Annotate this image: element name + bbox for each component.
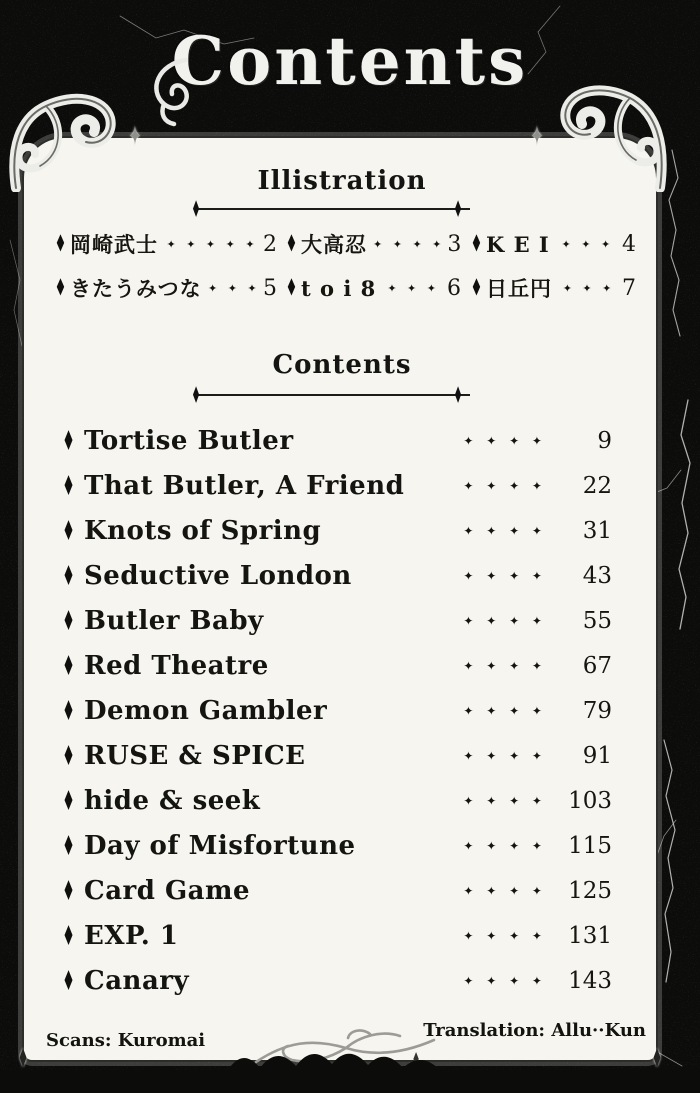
toc-row	[58, 463, 640, 508]
page-number: 2	[263, 231, 277, 257]
illustration-credit	[52, 273, 277, 303]
page-number: 91	[582, 742, 612, 769]
bullet-diamond-icon: ♦	[62, 739, 75, 772]
bullet-diamond-icon: ♦	[470, 274, 483, 302]
translation-credit: Translation: Allu··Kun	[423, 1020, 646, 1041]
bullet-diamond-icon: ♦	[62, 604, 75, 637]
bullet-diamond-icon: ♦	[285, 274, 298, 302]
chapter-title: Seductive London	[84, 560, 352, 591]
contents-divider: ♦ ♦	[196, 394, 470, 396]
chapter-title: Butler Baby	[84, 605, 264, 636]
bullet-diamond-icon: ♦	[54, 230, 67, 258]
illustration-row	[52, 266, 636, 310]
bullet-diamond-icon: ♦	[62, 874, 75, 907]
leader-dots: ✦ ✦ ✦ ✦	[463, 793, 542, 808]
content-panel	[22, 136, 658, 1062]
artist-name: 岡崎武士	[70, 233, 159, 257]
page-number: 43	[582, 562, 612, 589]
bullet-diamond-icon: ♦	[62, 469, 75, 502]
bullet-diamond-icon: ♦	[62, 649, 75, 682]
leader-dots: ✦ ✦ ✦ ✦	[463, 433, 542, 448]
toc-row	[58, 508, 640, 553]
toc-row	[58, 598, 640, 643]
page-number: 3	[447, 231, 462, 257]
artist-name: きたうみつな	[70, 277, 202, 301]
toc-row	[58, 688, 640, 733]
leader-dots: ✦ ✦ ✦ ✦	[463, 658, 542, 673]
illustration-credit	[468, 273, 636, 303]
bullet-diamond-icon: ♦	[62, 964, 75, 997]
toc-row	[58, 643, 640, 688]
illustration-credit	[52, 229, 277, 259]
bullet-diamond-icon: ♦	[285, 230, 298, 258]
bullet-diamond-icon: ♦	[62, 829, 75, 862]
leader-dots: ✦ ✦ ✦ ✦	[463, 613, 542, 628]
leader-dots: ✦ ✦ ✦ ✦	[373, 237, 442, 251]
toc-row	[58, 418, 640, 463]
illustration-credit	[468, 232, 636, 257]
bullet-diamond-icon: ♦	[62, 559, 75, 592]
page-number: 7	[622, 275, 636, 301]
leader-dots: ✦ ✦ ✦	[207, 281, 257, 295]
chapter-title: That Butler, A Friend	[84, 470, 405, 501]
bullet-diamond-icon: ♦	[54, 274, 67, 302]
chapter-title: Day of Misfortune	[84, 830, 356, 861]
bullet-diamond-icon: ♦	[62, 919, 75, 952]
chapter-title: hide & seek	[84, 785, 261, 816]
artist-name: K E I	[486, 231, 550, 257]
frame-diamond-icon: ✦	[531, 121, 543, 153]
bullet-diamond-icon: ♦	[62, 424, 75, 457]
leader-dots: ✦ ✦ ✦ ✦	[463, 838, 542, 853]
frame-corner-diamond-icon: ♦	[17, 1042, 29, 1074]
toc-row	[58, 778, 640, 823]
page-number: 131	[568, 922, 612, 949]
leader-dots: ✦ ✦ ✦ ✦	[463, 478, 542, 493]
page-number: 6	[447, 275, 461, 301]
page-number: 115	[568, 832, 612, 859]
chapter-title: Card Game	[84, 875, 251, 906]
page-number: 31	[582, 517, 612, 544]
contents-list	[58, 418, 640, 1003]
frame-diamond-icon: ✦	[129, 121, 141, 153]
page-number: 4	[622, 231, 636, 257]
toc-row	[58, 733, 640, 778]
illustration-credits	[52, 222, 636, 310]
chapter-title: Demon Gambler	[84, 695, 328, 726]
leader-dots: ✦ ✦ ✦ ✦	[463, 523, 542, 538]
page-number: 143	[568, 967, 612, 994]
chapter-title: Knots of Spring	[84, 515, 322, 546]
chapter-title: Canary	[84, 965, 190, 996]
page-number: 55	[582, 607, 612, 634]
page-number: 9	[597, 427, 612, 454]
page-number: 22	[582, 472, 612, 499]
corner-flourish-right-icon	[548, 68, 670, 192]
title-swash-flourish-icon	[140, 52, 198, 128]
leader-dots: ✦ ✦ ✦	[562, 281, 612, 295]
illustration-divider: ♦ ♦	[196, 208, 470, 210]
page-number: 67	[582, 652, 612, 679]
toc-row	[58, 913, 640, 958]
artist-name: 日丘円	[486, 277, 553, 301]
page-title: Contents	[171, 22, 529, 100]
leader-dots: ✦ ✦ ✦	[387, 281, 436, 295]
bullet-diamond-icon: ♦	[62, 514, 75, 547]
artist-name: t o i 8	[301, 275, 377, 301]
bullet-diamond-icon: ♦	[62, 784, 75, 817]
bullet-diamond-icon: ♦	[470, 230, 483, 258]
page-number: 125	[568, 877, 612, 904]
page-number: 103	[568, 787, 612, 814]
illustration-credit	[283, 276, 461, 301]
artist-name: 大高忍	[301, 233, 368, 257]
contents-heading: Contents	[272, 350, 412, 380]
illustration-row	[52, 222, 636, 266]
frame-corner-diamond-icon: ♦	[651, 1042, 663, 1074]
toc-row	[58, 958, 640, 1003]
bullet-diamond-icon: ♦	[62, 694, 75, 727]
illustration-heading: Illistration	[257, 166, 427, 196]
toc-row	[58, 553, 640, 598]
corner-flourish-left-icon	[6, 80, 128, 192]
page-number: 79	[582, 697, 612, 724]
scalloped-bottom-border	[0, 1043, 700, 1093]
leader-dots: ✦ ✦ ✦ ✦	[463, 748, 542, 763]
leader-dots: ✦ ✦ ✦	[561, 237, 611, 251]
chapter-title: RUSE & SPICE	[84, 740, 306, 771]
toc-row	[58, 868, 640, 913]
leader-dots: ✦ ✦ ✦ ✦	[463, 928, 542, 943]
leader-dots: ✦ ✦ ✦ ✦	[463, 883, 542, 898]
page-number: 5	[263, 275, 277, 301]
toc-row	[58, 823, 640, 868]
scans-credit: Scans: Kuromai	[46, 1030, 206, 1051]
chapter-title: Red Theatre	[84, 650, 269, 681]
chapter-title: Tortise Butler	[84, 425, 294, 456]
leader-dots: ✦ ✦ ✦ ✦	[463, 973, 542, 988]
leader-dots: ✦ ✦ ✦ ✦	[463, 568, 542, 583]
leader-dots: ✦ ✦ ✦ ✦ ✦	[166, 237, 255, 251]
illustration-credit	[283, 229, 461, 259]
chapter-title: EXP. 1	[84, 920, 179, 951]
leader-dots: ✦ ✦ ✦ ✦	[463, 703, 542, 718]
